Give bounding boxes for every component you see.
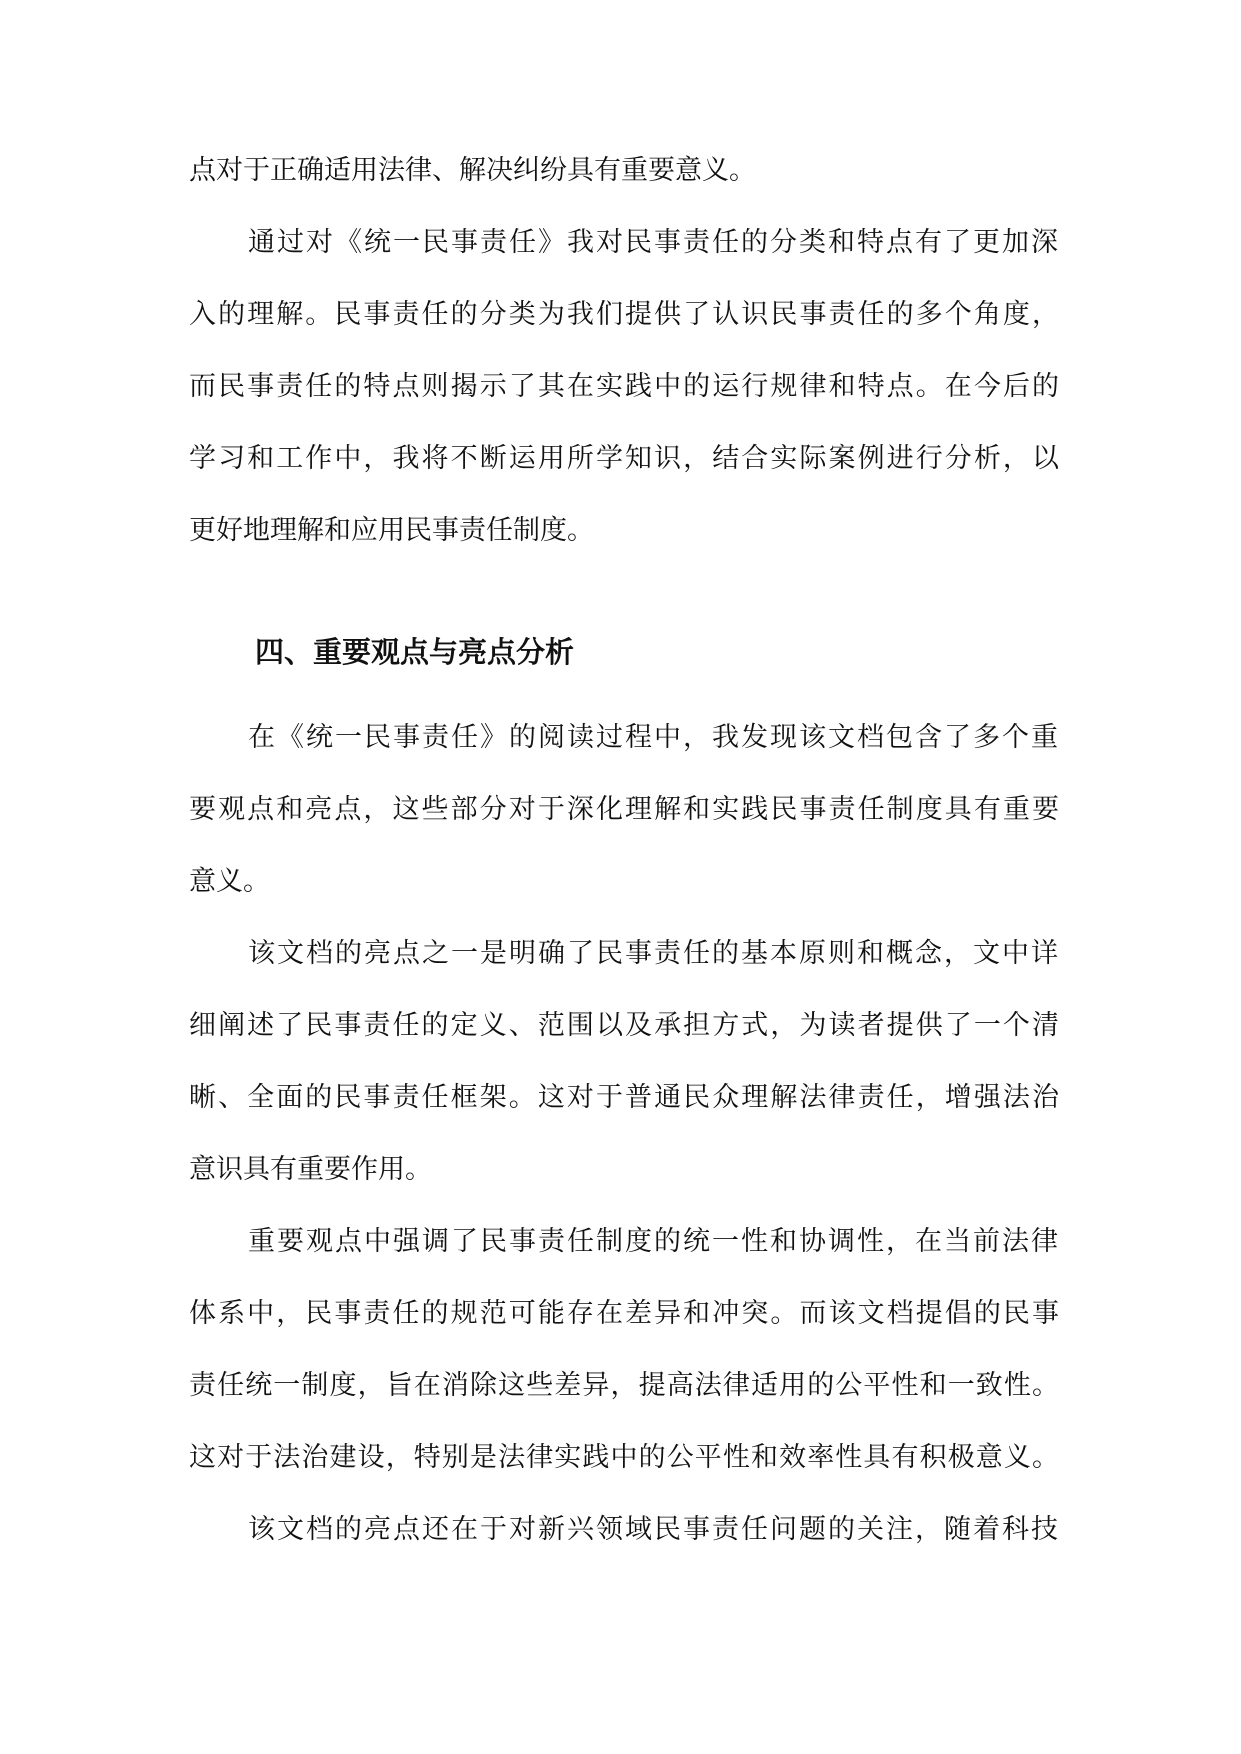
paragraph-first-line: 通过对《统一民事责任》我对民事责任的分类和特点有了更加深 bbox=[248, 227, 1058, 258]
text-line: 这对于法治建设，特别是法律实践中的公平性和效率性具有积极意义。 bbox=[189, 1442, 1059, 1473]
text-line: 责任统一制度，旨在消除这些差异，提高法律适用的公平性和一致性。 bbox=[189, 1370, 1059, 1401]
paragraph-first-line: 该文档的亮点之一是明确了民事责任的基本原则和概念，文中详 bbox=[248, 938, 1058, 969]
text-line: 意识具有重要作用。 bbox=[189, 1154, 432, 1185]
paragraph-first-line: 在《统一民事责任》的阅读过程中，我发现该文档包含了多个重 bbox=[248, 722, 1058, 753]
text-line: 而民事责任的特点则揭示了其在实践中的运行规律和特点。在今后的 bbox=[189, 371, 1059, 402]
text-line: 要观点和亮点，这些部分对于深化理解和实践民事责任制度具有重要 bbox=[189, 794, 1059, 825]
paragraph-first-line: 重要观点中强调了民事责任制度的统一性和协调性，在当前法律 bbox=[248, 1226, 1058, 1257]
text-line: 点对于正确适用法律、解决纠纷具有重要意义。 bbox=[189, 155, 756, 186]
section-heading: 四、重要观点与亮点分析 bbox=[255, 635, 575, 669]
text-line: 学习和工作中，我将不断运用所学知识，结合实际案例进行分析，以 bbox=[189, 443, 1059, 474]
text-line: 入的理解。民事责任的分类为我们提供了认识民事责任的多个角度， bbox=[189, 299, 1059, 330]
paragraph-first-line: 该文档的亮点还在于对新兴领域民事责任问题的关注，随着科技 bbox=[248, 1514, 1058, 1545]
text-line: 更好地理解和应用民事责任制度。 bbox=[189, 515, 594, 546]
text-line: 体系中，民事责任的规范可能存在差异和冲突。而该文档提倡的民事 bbox=[189, 1298, 1059, 1329]
text-line: 晰、全面的民事责任框架。这对于普通民众理解法律责任，增强法治 bbox=[189, 1082, 1059, 1113]
text-line: 意义。 bbox=[189, 866, 270, 897]
text-line: 细阐述了民事责任的定义、范围以及承担方式，为读者提供了一个清 bbox=[189, 1010, 1059, 1041]
